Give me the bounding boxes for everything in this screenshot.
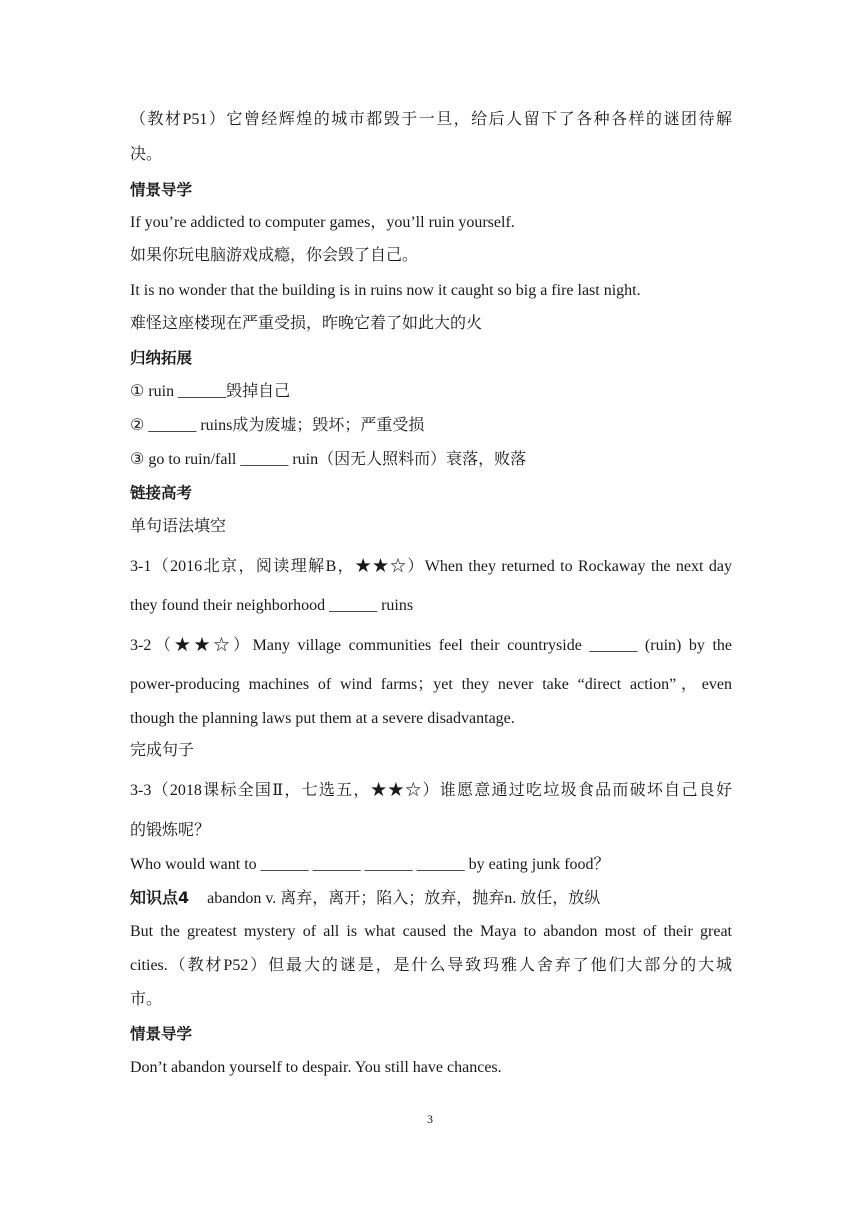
section-heading: 情景导学 xyxy=(130,1025,193,1043)
text-line: 难怪这座楼现在严重受损，昨晚它着了如此大的火 xyxy=(130,315,483,332)
list-item: ① ruin ______毁掉自己 xyxy=(130,383,291,400)
question-line: 3-1（2016北京，阅读理解B，★★☆）When they returned to Rockaway the next day xyxy=(130,558,732,575)
knowledge-point xyxy=(130,888,732,909)
question-line: Who would want to ______ ______ ______ ______ by eating junk food？ xyxy=(130,856,610,873)
subheading: 单句语法填空 xyxy=(130,518,227,535)
text-line: If you’re addicted to computer games，you’ll ruin yourself. xyxy=(130,214,515,231)
question-line: they found their neighborhood ______ ruins xyxy=(130,597,414,614)
text-line: Don’t abandon yourself to despair. You still have chances. xyxy=(130,1059,502,1076)
text-line: cities.（教材P52）但最大的谜是，是什么导致玛雅人舍弃了他们大部分的大城 xyxy=(130,957,732,974)
page-number: 3 xyxy=(427,1112,433,1126)
text-line: It is no wonder that the building is in ruins now it caught so big a fire last night. xyxy=(130,282,641,299)
question-line: 3-2（★★☆）Many village communities feel their countryside ______ (ruin) by the xyxy=(130,637,732,654)
question-line: 的锻炼呢？ xyxy=(130,822,211,839)
list-item: ③ go to ruin/fall ______ ruin（因无人照料而）衰落，败落 xyxy=(130,451,527,468)
section-heading: 情景导学 xyxy=(130,181,193,199)
knowledge-text: abandon v. 离弃，离开；陷入；放弃，抛弃n. 放任，放纵 xyxy=(207,890,601,907)
text-line: 决。 xyxy=(130,146,163,163)
text-line: 市。 xyxy=(130,991,163,1008)
text-line: But the greatest mystery of all is what caused the Maya to abandon most of their great xyxy=(130,923,732,940)
text-line: 如果你玩电脑游戏成瘾，你会毁了自己。 xyxy=(130,247,419,264)
question-line: though the planning laws put them at a severe disadvantage. xyxy=(130,710,515,727)
question-line: power-producing machines of wind farms；yet they never take “direct action”，even xyxy=(130,676,732,693)
text-line: （教材P51）它曾经辉煌的城市都毁于一旦，给后人留下了各种各样的谜团待解 xyxy=(130,111,732,128)
section-heading: 归纳拓展 xyxy=(130,349,193,367)
section-heading: 链接高考 xyxy=(130,484,193,502)
subheading: 完成句子 xyxy=(130,742,195,759)
list-item: ② ______ ruins成为废墟；毁坏；严重受损 xyxy=(130,417,425,434)
question-line: 3-3（2018课标全国Ⅱ，七选五，★★☆）谁愿意通过吃垃圾食品而破坏自己良好 xyxy=(130,782,732,799)
knowledge-label: 知识点4 xyxy=(130,888,190,907)
